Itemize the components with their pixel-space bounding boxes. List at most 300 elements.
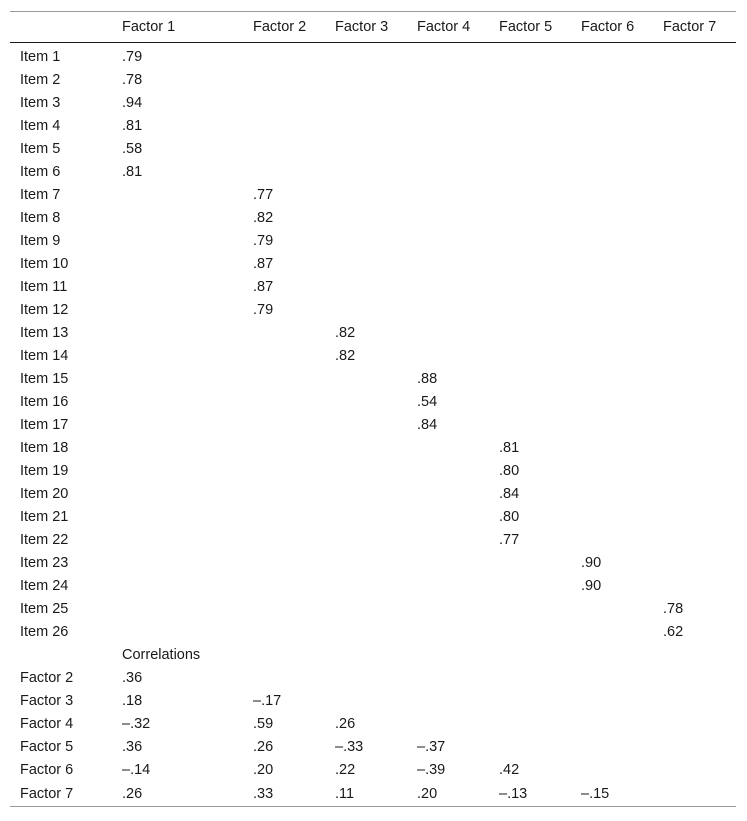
table-cell bbox=[112, 552, 243, 575]
table-cell bbox=[653, 253, 736, 276]
table-cell bbox=[489, 299, 571, 322]
table-cell bbox=[489, 230, 571, 253]
table-cell bbox=[489, 276, 571, 299]
table-cell bbox=[653, 299, 736, 322]
table-cell: .88 bbox=[417, 371, 438, 387]
correlation-row bbox=[10, 713, 736, 736]
table-cell bbox=[653, 529, 736, 552]
table-cell: .90 bbox=[581, 578, 602, 594]
row-label: Item 7 bbox=[20, 187, 61, 203]
table-cell: .80 bbox=[499, 463, 520, 479]
table-cell bbox=[325, 483, 407, 506]
loading-row bbox=[10, 322, 736, 345]
table-cell bbox=[653, 115, 736, 138]
table-cell: .81 bbox=[499, 440, 520, 456]
table-cell bbox=[325, 414, 407, 437]
loading-row bbox=[10, 437, 736, 460]
row-label: Item 1 bbox=[20, 49, 61, 65]
table-cell bbox=[489, 345, 571, 368]
row-label: Item 6 bbox=[20, 164, 61, 180]
table-cell bbox=[325, 437, 407, 460]
table-cell bbox=[571, 345, 653, 368]
table-cell bbox=[243, 506, 325, 529]
table-cell bbox=[653, 690, 736, 713]
header-cell-factor-4: Factor 4 bbox=[417, 19, 471, 35]
table-cell bbox=[571, 598, 653, 621]
loading-row bbox=[10, 391, 736, 414]
table-cell: .58 bbox=[122, 141, 143, 157]
table-cell: .22 bbox=[335, 762, 356, 778]
table-cell bbox=[407, 69, 489, 92]
table-cell bbox=[407, 184, 489, 207]
row-label: Factor 6 bbox=[20, 762, 74, 778]
table-cell bbox=[112, 598, 243, 621]
table-cell bbox=[571, 207, 653, 230]
table-cell: –.32 bbox=[122, 716, 151, 732]
loading-row bbox=[10, 368, 736, 391]
table-cell bbox=[571, 437, 653, 460]
loading-row bbox=[10, 506, 736, 529]
table-cell bbox=[571, 161, 653, 184]
table-header bbox=[10, 12, 736, 43]
loading-row bbox=[10, 483, 736, 506]
header-cell-factor-3: Factor 3 bbox=[335, 19, 389, 35]
table-cell bbox=[243, 437, 325, 460]
table-cell: .78 bbox=[122, 72, 143, 88]
loading-row bbox=[10, 43, 736, 70]
table-cell: .84 bbox=[499, 486, 520, 502]
table-cell bbox=[325, 368, 407, 391]
table-cell bbox=[325, 115, 407, 138]
table-cell bbox=[325, 184, 407, 207]
table-cell bbox=[407, 506, 489, 529]
header-cell-factor-6: Factor 6 bbox=[581, 19, 635, 35]
factor-loadings-table-container bbox=[10, 11, 736, 807]
table-cell: .90 bbox=[581, 555, 602, 571]
table-cell bbox=[325, 230, 407, 253]
table-cell bbox=[489, 667, 571, 690]
table-cell bbox=[243, 345, 325, 368]
row-label: Item 21 bbox=[20, 509, 69, 525]
table-cell bbox=[571, 529, 653, 552]
table-cell bbox=[407, 460, 489, 483]
table-cell: .33 bbox=[253, 785, 274, 802]
loading-row bbox=[10, 575, 736, 598]
table-cell bbox=[325, 575, 407, 598]
table-cell: .87 bbox=[253, 256, 274, 272]
table-cell: –.39 bbox=[417, 762, 446, 778]
row-label: Item 16 bbox=[20, 394, 69, 410]
table-cell: .82 bbox=[253, 210, 274, 226]
row-label: Factor 3 bbox=[20, 693, 74, 709]
table-body bbox=[10, 43, 736, 807]
table-cell bbox=[653, 759, 736, 782]
table-cell bbox=[489, 184, 571, 207]
table-cell bbox=[407, 322, 489, 345]
header-cell-blank bbox=[10, 12, 112, 43]
table-cell: .59 bbox=[253, 716, 274, 732]
loading-row bbox=[10, 207, 736, 230]
table-cell bbox=[112, 437, 243, 460]
table-cell bbox=[489, 253, 571, 276]
table-cell bbox=[489, 69, 571, 92]
table-cell: .11 bbox=[335, 785, 355, 802]
table-cell bbox=[571, 414, 653, 437]
table-cell bbox=[653, 161, 736, 184]
table-cell bbox=[653, 92, 736, 115]
table-cell bbox=[112, 391, 243, 414]
table-cell bbox=[653, 736, 736, 759]
table-cell bbox=[489, 322, 571, 345]
table-cell bbox=[489, 414, 571, 437]
table-cell: .42 bbox=[499, 762, 520, 778]
row-label: Item 2 bbox=[20, 72, 61, 88]
table-cell bbox=[407, 690, 489, 713]
table-cell bbox=[489, 92, 571, 115]
row-label: Item 5 bbox=[20, 141, 61, 157]
table-cell bbox=[407, 115, 489, 138]
table-cell bbox=[243, 575, 325, 598]
header-row bbox=[10, 12, 736, 43]
table-cell bbox=[653, 414, 736, 437]
table-cell bbox=[653, 460, 736, 483]
table-cell bbox=[571, 115, 653, 138]
table-cell bbox=[571, 276, 653, 299]
table-cell bbox=[407, 138, 489, 161]
table-cell: .62 bbox=[663, 624, 684, 640]
table-cell bbox=[653, 782, 736, 807]
header-cell-factor-1: Factor 1 bbox=[122, 19, 176, 35]
correlation-row bbox=[10, 667, 736, 690]
table-cell: –.15 bbox=[581, 785, 610, 802]
table-cell: .36 bbox=[122, 670, 143, 686]
table-cell bbox=[112, 253, 243, 276]
correlations-label: Correlations bbox=[122, 647, 201, 663]
table-cell bbox=[407, 575, 489, 598]
table-cell bbox=[571, 667, 653, 690]
table-cell bbox=[571, 184, 653, 207]
table-cell bbox=[112, 299, 243, 322]
table-cell bbox=[489, 115, 571, 138]
table-cell bbox=[112, 184, 243, 207]
table-cell bbox=[112, 207, 243, 230]
table-cell bbox=[489, 690, 571, 713]
table-cell: –.13 bbox=[499, 785, 528, 802]
table-cell: –.17 bbox=[253, 693, 282, 709]
row-label: Item 23 bbox=[20, 555, 69, 571]
table-cell bbox=[243, 483, 325, 506]
row-label: Item 22 bbox=[20, 532, 69, 548]
table-cell bbox=[653, 483, 736, 506]
table-cell bbox=[407, 161, 489, 184]
table-cell bbox=[489, 621, 571, 644]
table-cell bbox=[653, 184, 736, 207]
table-cell bbox=[325, 598, 407, 621]
row-label: Item 12 bbox=[20, 302, 69, 318]
table-cell bbox=[243, 414, 325, 437]
table-cell bbox=[571, 483, 653, 506]
table-cell bbox=[407, 552, 489, 575]
loading-row bbox=[10, 138, 736, 161]
row-label: Factor 7 bbox=[20, 785, 74, 802]
table-cell: .81 bbox=[122, 164, 143, 180]
table-cell: .79 bbox=[253, 233, 274, 249]
table-cell bbox=[112, 506, 243, 529]
row-label: Item 20 bbox=[20, 486, 69, 502]
table-cell bbox=[653, 69, 736, 92]
table-cell: .20 bbox=[417, 785, 438, 802]
table-cell bbox=[243, 115, 325, 138]
table-cell bbox=[653, 276, 736, 299]
correlation-row bbox=[10, 782, 736, 807]
table-cell bbox=[112, 621, 243, 644]
table-cell bbox=[243, 368, 325, 391]
header-cell-factor-5: Factor 5 bbox=[499, 19, 553, 35]
table-cell bbox=[407, 230, 489, 253]
table-cell bbox=[489, 207, 571, 230]
table-cell bbox=[489, 391, 571, 414]
table-cell bbox=[489, 368, 571, 391]
row-label: Item 25 bbox=[20, 601, 69, 617]
table-cell: .26 bbox=[253, 739, 274, 755]
table-cell: .94 bbox=[122, 95, 143, 111]
table-cell bbox=[571, 690, 653, 713]
table-cell: .36 bbox=[122, 739, 143, 755]
table-cell bbox=[243, 69, 325, 92]
loading-row bbox=[10, 161, 736, 184]
loading-row bbox=[10, 598, 736, 621]
table-cell bbox=[653, 138, 736, 161]
row-label: Item 11 bbox=[20, 279, 68, 295]
table-cell bbox=[325, 161, 407, 184]
loading-row bbox=[10, 230, 736, 253]
correlation-row bbox=[10, 690, 736, 713]
table-cell bbox=[653, 713, 736, 736]
table-cell bbox=[571, 43, 653, 70]
table-cell bbox=[571, 759, 653, 782]
table-cell bbox=[325, 69, 407, 92]
table-cell bbox=[653, 667, 736, 690]
table-cell bbox=[243, 621, 325, 644]
loading-row bbox=[10, 552, 736, 575]
table-cell bbox=[112, 276, 243, 299]
table-cell bbox=[325, 207, 407, 230]
table-cell bbox=[112, 368, 243, 391]
table-cell bbox=[407, 621, 489, 644]
table-cell bbox=[407, 43, 489, 70]
table-cell bbox=[243, 92, 325, 115]
table-cell: .81 bbox=[122, 118, 143, 134]
table-cell bbox=[571, 253, 653, 276]
table-cell: .82 bbox=[335, 325, 356, 341]
row-label: Item 9 bbox=[20, 233, 61, 249]
table-cell bbox=[571, 391, 653, 414]
table-cell bbox=[325, 276, 407, 299]
loading-row bbox=[10, 276, 736, 299]
table-cell bbox=[243, 460, 325, 483]
table-cell bbox=[407, 667, 489, 690]
table-cell bbox=[112, 345, 243, 368]
table-cell bbox=[571, 713, 653, 736]
header-cell-factor-7: Factor 7 bbox=[663, 19, 717, 35]
loading-row bbox=[10, 69, 736, 92]
table-cell bbox=[571, 736, 653, 759]
table-cell: .78 bbox=[663, 601, 684, 617]
row-label: Item 13 bbox=[20, 325, 69, 341]
row-label: Factor 2 bbox=[20, 670, 74, 686]
table-cell: .79 bbox=[253, 302, 274, 318]
table-cell bbox=[112, 460, 243, 483]
table-cell: .77 bbox=[499, 532, 520, 548]
loading-row bbox=[10, 345, 736, 368]
table-cell bbox=[489, 43, 571, 70]
table-cell bbox=[112, 230, 243, 253]
table-cell bbox=[489, 161, 571, 184]
correlations-label-row bbox=[10, 644, 736, 667]
table-cell bbox=[489, 575, 571, 598]
table-cell bbox=[653, 368, 736, 391]
table-cell: .80 bbox=[499, 509, 520, 525]
table-cell bbox=[653, 322, 736, 345]
table-cell bbox=[243, 598, 325, 621]
loading-row bbox=[10, 460, 736, 483]
table-cell bbox=[571, 138, 653, 161]
table-cell bbox=[653, 575, 736, 598]
table-cell bbox=[653, 345, 736, 368]
table-cell bbox=[571, 322, 653, 345]
table-cell bbox=[571, 92, 653, 115]
row-label: Item 10 bbox=[20, 256, 69, 272]
table-cell bbox=[489, 138, 571, 161]
table-cell bbox=[325, 667, 407, 690]
row-label: Factor 5 bbox=[20, 739, 74, 755]
table-cell bbox=[243, 322, 325, 345]
table-cell bbox=[407, 207, 489, 230]
table-cell bbox=[112, 575, 243, 598]
loading-row bbox=[10, 529, 736, 552]
row-label: Item 26 bbox=[20, 624, 69, 640]
table-cell bbox=[243, 667, 325, 690]
factor-loadings-table bbox=[10, 11, 736, 807]
table-cell bbox=[571, 621, 653, 644]
table-cell bbox=[571, 460, 653, 483]
loading-row bbox=[10, 92, 736, 115]
table-cell: .84 bbox=[417, 417, 438, 433]
table-cell bbox=[653, 552, 736, 575]
table-cell: –.33 bbox=[335, 739, 364, 755]
table-cell bbox=[653, 230, 736, 253]
loading-row bbox=[10, 299, 736, 322]
table-cell bbox=[407, 598, 489, 621]
table-cell bbox=[407, 276, 489, 299]
table-cell: .87 bbox=[253, 279, 274, 295]
table-cell bbox=[112, 322, 243, 345]
row-label: Item 15 bbox=[20, 371, 69, 387]
table-cell bbox=[407, 483, 489, 506]
table-cell bbox=[243, 138, 325, 161]
table-cell bbox=[325, 690, 407, 713]
table-cell bbox=[407, 253, 489, 276]
table-cell bbox=[243, 529, 325, 552]
table-cell bbox=[653, 437, 736, 460]
correlation-row bbox=[10, 759, 736, 782]
table-cell bbox=[112, 414, 243, 437]
table-cell bbox=[407, 345, 489, 368]
table-cell bbox=[243, 552, 325, 575]
loading-row bbox=[10, 414, 736, 437]
row-label: Item 8 bbox=[20, 210, 61, 226]
table-cell bbox=[571, 69, 653, 92]
row-label: Item 14 bbox=[20, 348, 69, 364]
table-cell bbox=[325, 552, 407, 575]
table-cell bbox=[325, 253, 407, 276]
table-cell: .82 bbox=[335, 348, 356, 364]
loading-row bbox=[10, 253, 736, 276]
table-cell bbox=[407, 529, 489, 552]
table-cell bbox=[407, 713, 489, 736]
table-cell: .79 bbox=[122, 49, 143, 65]
table-cell bbox=[407, 92, 489, 115]
table-cell: –.14 bbox=[122, 762, 151, 778]
table-cell bbox=[243, 43, 325, 70]
table-cell bbox=[571, 506, 653, 529]
table-cell: .26 bbox=[122, 785, 143, 802]
table-cell bbox=[112, 529, 243, 552]
table-cell bbox=[243, 391, 325, 414]
table-cell bbox=[571, 368, 653, 391]
table-cell: .77 bbox=[253, 187, 274, 203]
table-cell bbox=[489, 598, 571, 621]
row-label: Item 24 bbox=[20, 578, 69, 594]
row-label: Factor 4 bbox=[20, 716, 74, 732]
table-cell bbox=[325, 43, 407, 70]
table-cell bbox=[325, 529, 407, 552]
table-cell bbox=[653, 43, 736, 70]
table-cell bbox=[571, 299, 653, 322]
table-cell bbox=[489, 736, 571, 759]
table-cell bbox=[325, 92, 407, 115]
row-label: Item 19 bbox=[20, 463, 69, 479]
correlation-row bbox=[10, 736, 736, 759]
row-label: Item 3 bbox=[20, 95, 61, 111]
table-cell: .26 bbox=[335, 716, 356, 732]
table-cell bbox=[407, 437, 489, 460]
table-cell: –.37 bbox=[417, 739, 446, 755]
table-cell bbox=[325, 460, 407, 483]
loading-row bbox=[10, 621, 736, 644]
table-cell bbox=[407, 299, 489, 322]
table-cell bbox=[489, 713, 571, 736]
table-cell bbox=[325, 138, 407, 161]
row-label: Item 4 bbox=[20, 118, 61, 134]
table-cell bbox=[653, 207, 736, 230]
table-cell bbox=[571, 230, 653, 253]
table-cell: .20 bbox=[253, 762, 274, 778]
table-cell bbox=[243, 161, 325, 184]
table-cell: .18 bbox=[122, 693, 143, 709]
table-cell bbox=[653, 506, 736, 529]
row-label bbox=[10, 644, 112, 667]
table-cell bbox=[489, 552, 571, 575]
row-label: Item 17 bbox=[20, 417, 69, 433]
table-cell bbox=[325, 299, 407, 322]
row-label: Item 18 bbox=[20, 440, 69, 456]
loading-row bbox=[10, 184, 736, 207]
table-cell: .54 bbox=[417, 394, 438, 410]
table-cell bbox=[112, 483, 243, 506]
loading-row bbox=[10, 115, 736, 138]
table-cell bbox=[325, 621, 407, 644]
